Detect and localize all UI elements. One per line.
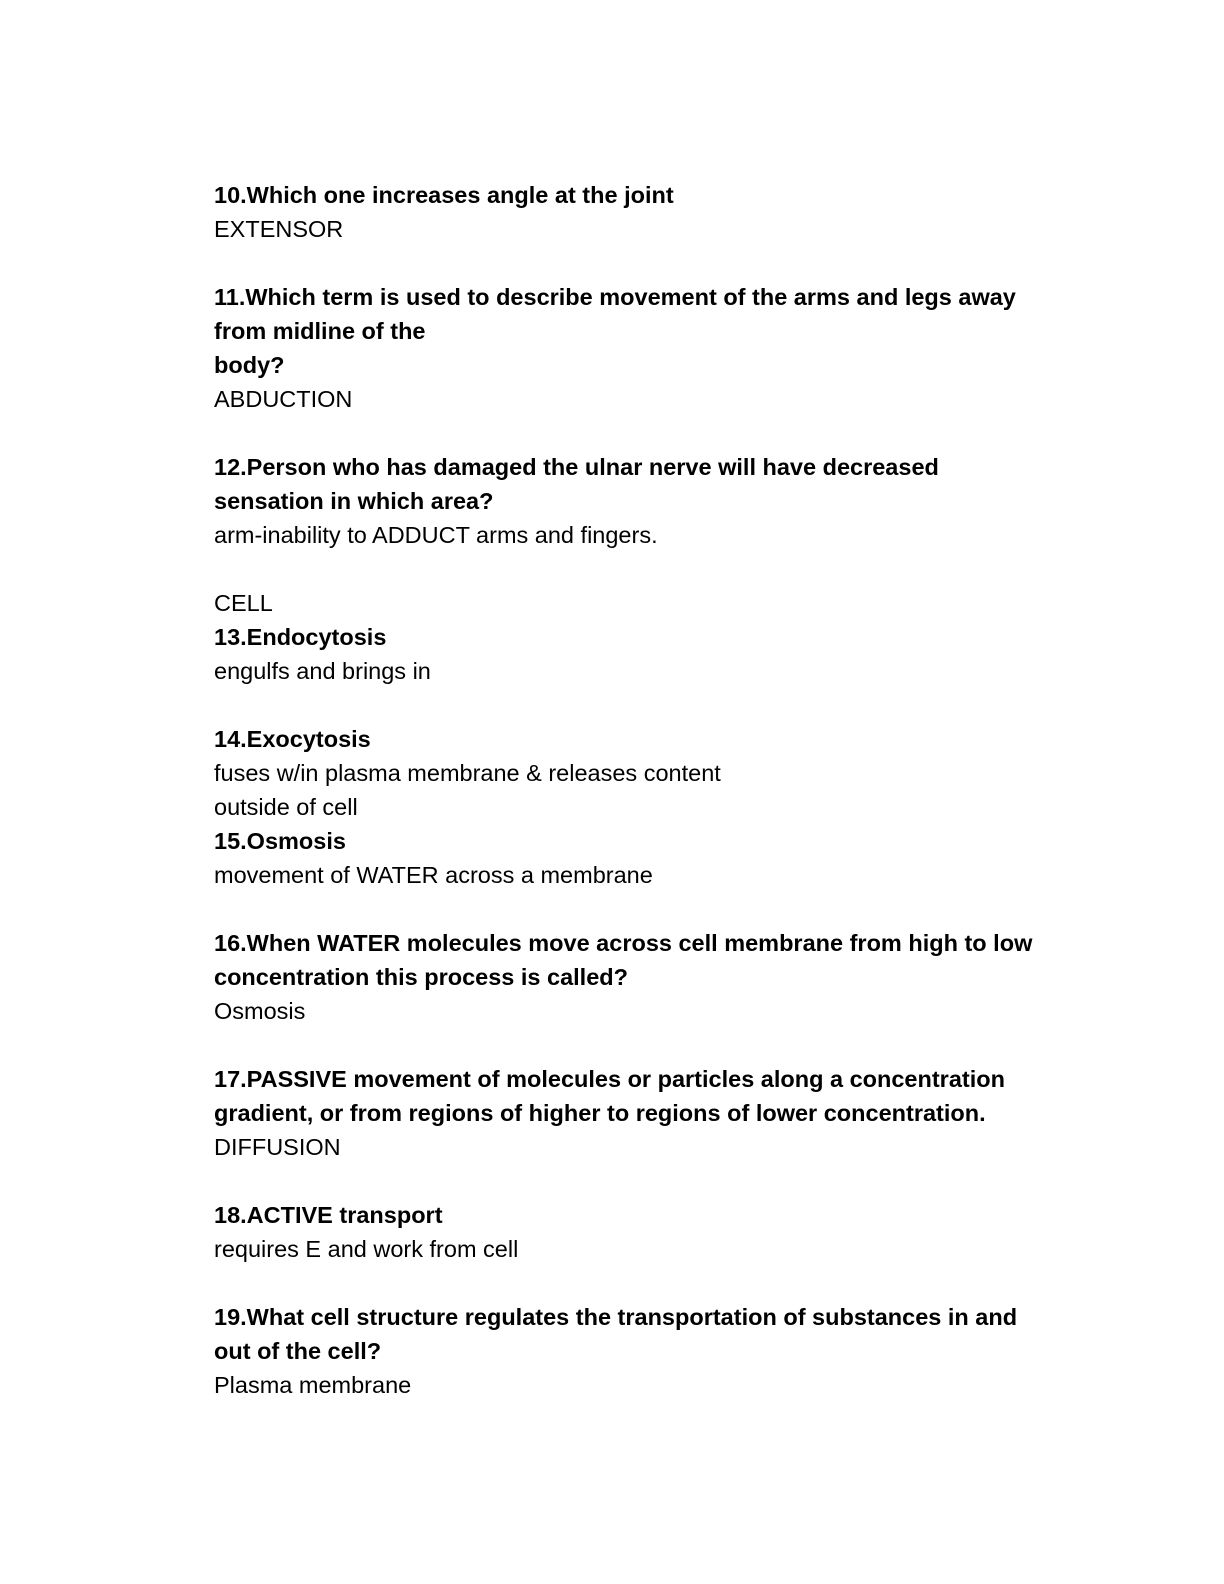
spacer [214, 1028, 1094, 1062]
question-16-line-1: 16.When WATER molecules move across cell membrane from high to low [214, 930, 1033, 956]
question-15: 15.Osmosis [214, 828, 346, 854]
spacer [214, 892, 1094, 926]
question-11-line-1: 11.Which term is used to describe movement of the arms and legs away [214, 284, 1016, 310]
question-11-line-3: body? [214, 352, 285, 378]
question-17-line-1: 17.PASSIVE movement of molecules or particles along a concentration [214, 1066, 1005, 1092]
question-19-line-1: 19.What cell structure regulates the transportation of substances in and [214, 1304, 1018, 1330]
spacer [214, 1164, 1094, 1198]
answer-14-line-2: outside of cell [214, 794, 358, 820]
question-13: 13.Endocytosis [214, 624, 387, 650]
question-16-line-2: concentration this process is called? [214, 964, 628, 990]
answer-17: DIFFUSION [214, 1134, 341, 1160]
answer-19: Plasma membrane [214, 1372, 412, 1398]
question-12-line-1: 12.Person who has damaged the ulnar nerve will have decreased [214, 454, 939, 480]
spacer [214, 416, 1094, 450]
question-19-line-2: out of the cell? [214, 1338, 382, 1364]
answer-11: ABDUCTION [214, 386, 353, 412]
question-12-line-2: sensation in which area? [214, 488, 494, 514]
spacer [214, 552, 1094, 586]
answer-18: requires E and work from cell [214, 1236, 519, 1262]
document-page [214, 178, 1094, 1402]
answer-15: movement of WATER across a membrane [214, 862, 653, 888]
question-17-line-2: gradient, or from regions of higher to regions of lower concentration. [214, 1100, 986, 1126]
section-heading-cell: CELL [214, 590, 273, 616]
question-11-line-2: from midline of the [214, 318, 426, 344]
answer-14-line-1: fuses w/in plasma membrane & releases content [214, 760, 721, 786]
question-14: 14.Exocytosis [214, 726, 371, 752]
spacer [214, 688, 1094, 722]
spacer [214, 246, 1094, 280]
question-18: 18.ACTIVE transport [214, 1202, 443, 1228]
question-10: 10.Which one increases angle at the joint [214, 182, 674, 208]
answer-12: arm-inability to ADDUCT arms and fingers. [214, 522, 658, 548]
spacer [214, 1266, 1094, 1300]
answer-16: Osmosis [214, 998, 306, 1024]
answer-10: EXTENSOR [214, 216, 344, 242]
answer-13: engulfs and brings in [214, 658, 431, 684]
